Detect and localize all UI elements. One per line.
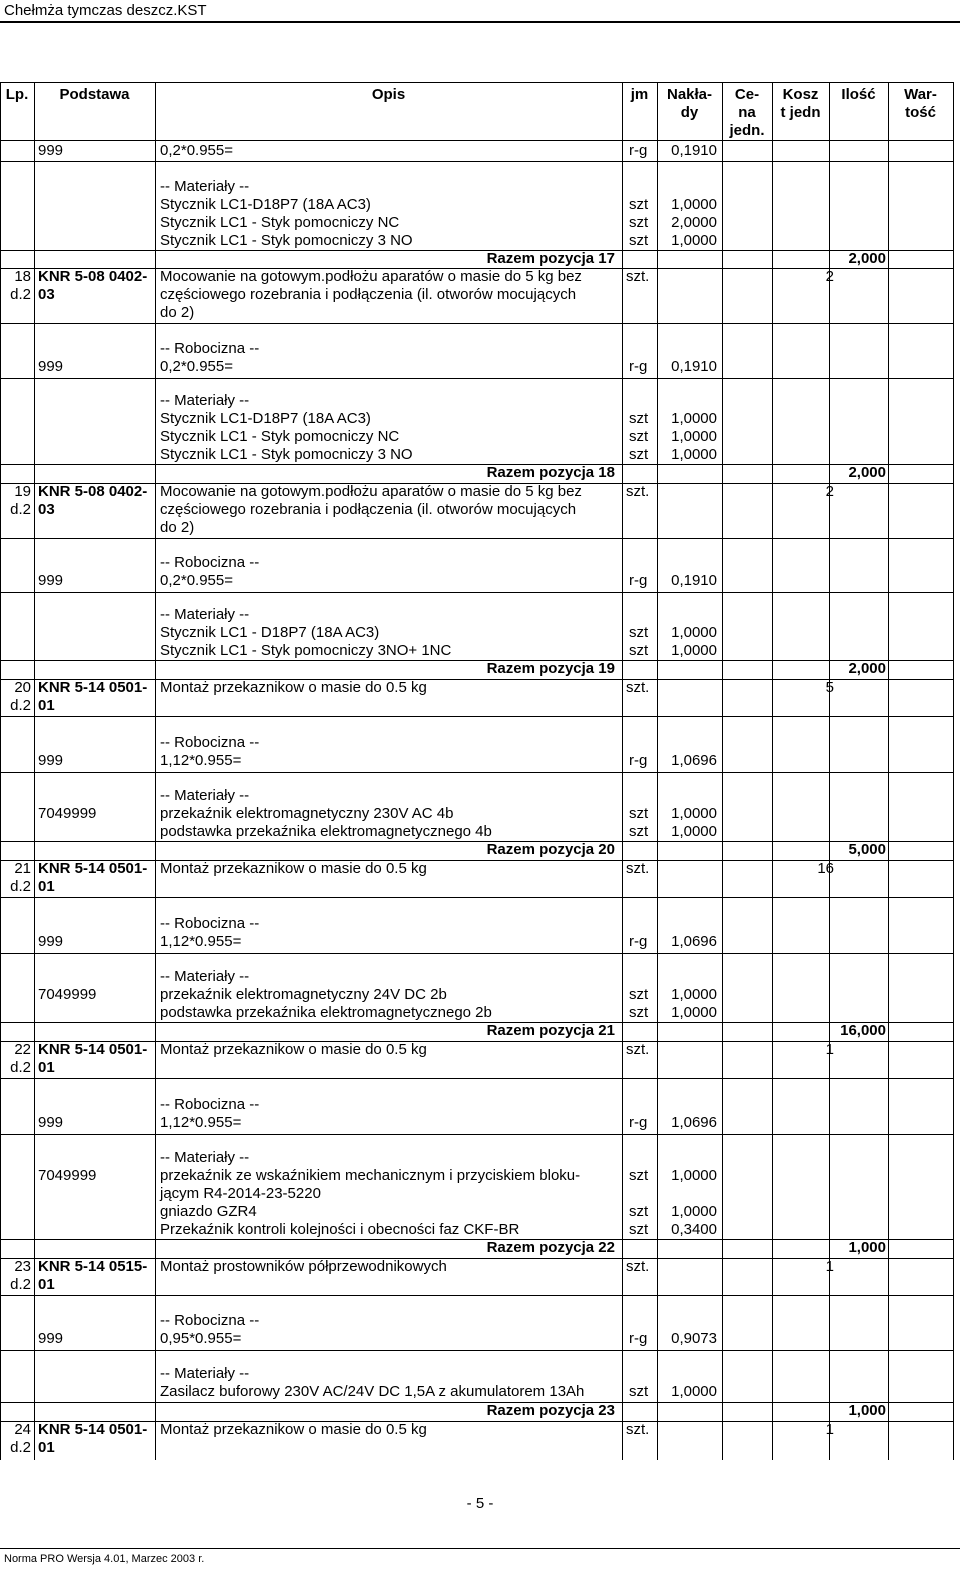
position-total-value: 5,000 (848, 841, 886, 858)
position-amount: 16 (817, 860, 834, 877)
material-qty: 1,0000 (671, 1167, 717, 1184)
material-unit: szt (629, 446, 649, 463)
labour-header: -- Robocizna -- (160, 1096, 260, 1113)
labour-code: 999 (38, 358, 64, 375)
col-header-wartosc: War- tość (904, 86, 937, 121)
row-rule (0, 716, 954, 717)
position-amount: 1 (825, 1041, 834, 1058)
row-rule (0, 592, 954, 593)
col-header-lp: Lp. (5, 86, 29, 103)
position-description: do 2) (160, 519, 195, 536)
position-number: 18 (14, 268, 31, 285)
position-suffix: d.2 (10, 501, 31, 518)
catalog-basis-suffix: 01 (38, 1059, 55, 1076)
col-divider (657, 82, 658, 1460)
header-rule (0, 21, 960, 23)
col-divider (829, 82, 830, 1460)
labour-formula: 0,95*0.955= (160, 1330, 242, 1347)
row-rule (0, 772, 954, 773)
cost-table (0, 82, 960, 1460)
labour-unit: r-g (629, 142, 648, 159)
position-total-label: Razem pozycja 18 (486, 464, 615, 481)
labour-header: -- Robocizna -- (160, 340, 260, 357)
row-rule (0, 660, 954, 661)
position-unit: szt. (626, 1421, 650, 1438)
position-description: Montaż przekaznikow o masie do 0.5 kg (160, 679, 427, 696)
col-divider (0, 82, 1, 1460)
material-unit: szt (629, 410, 649, 427)
labour-header: -- Robocizna -- (160, 734, 260, 751)
position-total-value: 2,000 (848, 660, 886, 677)
col-divider (722, 82, 723, 1460)
catalog-basis-suffix: 01 (38, 878, 55, 895)
material-code: 7049999 (38, 805, 97, 822)
position-unit: szt. (626, 1041, 650, 1058)
position-total-label: Razem pozycja 19 (486, 660, 615, 677)
position-amount: 5 (825, 679, 834, 696)
position-amount: 1 (825, 1258, 834, 1275)
labour-qty: 1,0696 (671, 933, 717, 950)
labour-unit: r-g (629, 1114, 648, 1131)
row-rule (0, 897, 954, 898)
labour-qty: 1,0696 (671, 1114, 717, 1131)
catalog-basis-suffix: 01 (38, 1439, 55, 1456)
row-rule (0, 464, 954, 465)
labour-unit: r-g (629, 933, 648, 950)
material-name: Stycznik LC1-D18P7 (18A AC3) (160, 196, 371, 213)
labour-unit: r-g (629, 752, 648, 769)
position-total-value: 2,000 (848, 250, 886, 267)
row-rule (0, 323, 954, 324)
row-rule (0, 953, 954, 954)
labour-qty: 0,1910 (671, 358, 717, 375)
material-name: Stycznik LC1 - Styk pomocniczy 3NO+ 1NC (160, 642, 452, 659)
labour-formula: 0,2*0.955= (160, 142, 233, 159)
col-header-koszt: Kosz t jedn (780, 86, 821, 121)
material-name: gniazdo GZR4 (160, 1203, 257, 1220)
col-header-podstawa: Podstawa (59, 86, 130, 103)
labour-formula: 1,12*0.955= (160, 752, 242, 769)
material-unit: szt (629, 1203, 649, 1220)
labour-unit: r-g (629, 1330, 648, 1347)
materials-header: -- Materiały -- (160, 1365, 250, 1382)
position-description: Montaż prostowników półprzewodnikowych (160, 1258, 447, 1275)
catalog-basis: KNR 5-08 0402- (38, 483, 148, 500)
labour-code: 999 (38, 142, 64, 159)
document-header: Chełmża tymczas deszcz.KST (4, 2, 207, 19)
position-unit: szt. (626, 1258, 650, 1275)
material-name: podstawka przekaźnika elektromagnetycznego 2b (160, 1004, 492, 1021)
catalog-basis: KNR 5-14 0501- (38, 1041, 148, 1058)
labour-header: -- Robocizna -- (160, 554, 260, 571)
position-description: do 2) (160, 304, 195, 321)
row-rule (0, 1295, 954, 1296)
position-total-value: 1,000 (848, 1239, 886, 1256)
material-name: przekaźnik elektromagnetyczny 230V AC 4b (160, 805, 454, 822)
material-qty: 1,0000 (671, 1004, 717, 1021)
material-unit: szt (629, 196, 649, 213)
material-unit: szt (629, 642, 649, 659)
materials-header: -- Materiały -- (160, 606, 250, 623)
position-suffix: d.2 (10, 1059, 31, 1076)
col-header-opis: Opis (371, 86, 406, 103)
row-rule (0, 538, 954, 539)
material-qty: 1,0000 (671, 446, 717, 463)
col-header-naklady: Nakła- dy (666, 86, 713, 121)
row-rule (0, 1239, 954, 1240)
material-unit: szt (629, 1004, 649, 1021)
labour-qty: 0,1910 (671, 572, 717, 589)
row-rule (0, 161, 954, 162)
labour-qty: 0,1910 (671, 142, 717, 159)
material-qty: 1,0000 (671, 823, 717, 840)
position-unit: szt. (626, 860, 650, 877)
material-qty: 1,0000 (671, 986, 717, 1003)
material-name: Stycznik LC1 - Styk pomocniczy 3 NO (160, 446, 413, 463)
catalog-basis: KNR 5-14 0501- (38, 679, 148, 696)
position-description: częściowego rozebrania i podłączenia (il. otworów mocujących (160, 501, 577, 518)
material-unit: szt (629, 986, 649, 1003)
materials-header: -- Materiały -- (160, 392, 250, 409)
position-number: 23 (14, 1258, 31, 1275)
material-name: Stycznik LC1 - Styk pomocniczy NC (160, 428, 400, 445)
position-total-label: Razem pozycja 21 (486, 1022, 615, 1039)
catalog-basis: KNR 5-14 0501- (38, 1421, 148, 1438)
material-qty: 1,0000 (671, 624, 717, 641)
catalog-basis-suffix: 01 (38, 1276, 55, 1293)
material-unit: szt (629, 805, 649, 822)
col-divider (622, 82, 623, 1460)
materials-header: -- Materiały -- (160, 787, 250, 804)
row-rule (0, 841, 954, 842)
material-name: Zasilacz buforowy 230V AC/24V DC 1,5A z akumulatorem 13Ah (160, 1383, 585, 1400)
row-rule (0, 1134, 954, 1135)
position-unit: szt. (626, 268, 650, 285)
materials-header: -- Materiały -- (160, 178, 250, 195)
position-suffix: d.2 (10, 1439, 31, 1456)
material-unit: szt (629, 1383, 649, 1400)
material-name: przekaźnik elektromagnetyczny 24V DC 2b (160, 986, 447, 1003)
material-name: Stycznik LC1 - Styk pomocniczy NC (160, 214, 400, 231)
position-number: 22 (14, 1041, 31, 1058)
catalog-basis: KNR 5-08 0402- (38, 268, 148, 285)
catalog-basis-suffix: 03 (38, 286, 55, 303)
page-number: - 5 - (466, 1495, 494, 1512)
position-number: 19 (14, 483, 31, 500)
labour-qty: 0,9073 (671, 1330, 717, 1347)
material-name: Stycznik LC1 - D18P7 (18A AC3) (160, 624, 380, 641)
col-header-jm: jm (630, 86, 649, 103)
material-name-continued: jącym R4-2014-23-5220 (160, 1185, 321, 1202)
material-qty: 1,0000 (671, 196, 717, 213)
header-bottom-rule (0, 140, 954, 141)
footer-note: Norma PRO Wersja 4.01, Marzec 2003 r. (4, 1553, 205, 1565)
labour-unit: r-g (629, 358, 648, 375)
position-suffix: d.2 (10, 1276, 31, 1293)
material-unit: szt (629, 232, 649, 249)
material-unit: szt (629, 823, 649, 840)
col-divider (953, 82, 954, 1460)
materials-header: -- Materiały -- (160, 968, 250, 985)
col-divider (772, 82, 773, 1460)
labour-formula: 1,12*0.955= (160, 1114, 242, 1131)
position-total-label: Razem pozycja 22 (486, 1239, 615, 1256)
material-qty: 0,3400 (671, 1221, 717, 1238)
labour-code: 999 (38, 752, 64, 769)
col-divider (34, 82, 35, 1460)
labour-header: -- Robocizna -- (160, 1312, 260, 1329)
material-unit: szt (629, 428, 649, 445)
material-qty: 1,0000 (671, 410, 717, 427)
position-total-value: 1,000 (848, 1402, 886, 1419)
col-header-ilosc: Ilość (841, 86, 876, 103)
position-suffix: d.2 (10, 286, 31, 303)
labour-code: 999 (38, 933, 64, 950)
material-name: Stycznik LC1 - Styk pomocniczy 3 NO (160, 232, 413, 249)
labour-qty: 1,0696 (671, 752, 717, 769)
position-unit: szt. (626, 679, 650, 696)
position-number: 24 (14, 1421, 31, 1438)
material-unit: szt (629, 214, 649, 231)
material-name: przekaźnik ze wskaźnikiem mechanicznym i przyciskiem bloku- (160, 1167, 581, 1184)
position-description: Mocowanie na gotowym.podłożu aparatów o masie do 5 kg bez (160, 483, 582, 500)
material-qty: 1,0000 (671, 232, 717, 249)
labour-formula: 1,12*0.955= (160, 933, 242, 950)
labour-formula: 0,2*0.955= (160, 358, 233, 375)
catalog-basis: KNR 5-14 0501- (38, 860, 148, 877)
position-suffix: d.2 (10, 697, 31, 714)
position-description: Montaż przekaznikow o masie do 0.5 kg (160, 1421, 427, 1438)
catalog-basis-suffix: 03 (38, 501, 55, 518)
position-amount: 2 (825, 483, 834, 500)
position-number: 20 (14, 679, 31, 696)
material-qty: 1,0000 (671, 428, 717, 445)
position-total-label: Razem pozycja 23 (486, 1402, 615, 1419)
position-amount: 1 (825, 1421, 834, 1438)
footer-rule (0, 1548, 960, 1549)
col-divider (155, 82, 156, 1460)
materials-header: -- Materiały -- (160, 1149, 250, 1166)
row-rule (0, 1078, 954, 1079)
catalog-basis: KNR 5-14 0515- (38, 1258, 148, 1275)
position-total-value: 2,000 (848, 464, 886, 481)
material-unit: szt (629, 624, 649, 641)
header-top-rule (0, 82, 954, 83)
position-description: Montaż przekaznikow o masie do 0.5 kg (160, 1041, 427, 1058)
position-description: częściowego rozebrania i podłączenia (il. otworów mocujących (160, 286, 577, 303)
catalog-basis-suffix: 01 (38, 697, 55, 714)
material-qty: 1,0000 (671, 1383, 717, 1400)
labour-code: 999 (38, 1114, 64, 1131)
material-name: Przekaźnik kontroli kolejności i obecności faz CKF-BR (160, 1221, 520, 1238)
position-description: Montaż przekaznikow o masie do 0.5 kg (160, 860, 427, 877)
labour-header: -- Robocizna -- (160, 915, 260, 932)
col-header-cena: Ce- na jedn. (729, 86, 765, 139)
labour-code: 999 (38, 1330, 64, 1347)
row-rule (0, 1402, 954, 1403)
position-description: Mocowanie na gotowym.podłożu aparatów o masie do 5 kg bez (160, 268, 582, 285)
row-rule (0, 1022, 954, 1023)
row-rule (0, 378, 954, 379)
position-number: 21 (14, 860, 31, 877)
position-total-value: 16,000 (840, 1022, 886, 1039)
labour-formula: 0,2*0.955= (160, 572, 233, 589)
material-name: podstawka przekaźnika elektromagnetycznego 4b (160, 823, 492, 840)
material-unit: szt (629, 1221, 649, 1238)
material-unit: szt (629, 1167, 649, 1184)
labour-unit: r-g (629, 572, 648, 589)
row-rule (0, 1350, 954, 1351)
labour-code: 999 (38, 572, 64, 589)
col-divider (888, 82, 889, 1460)
position-unit: szt. (626, 483, 650, 500)
material-code: 7049999 (38, 986, 97, 1003)
material-qty: 2,0000 (671, 214, 717, 231)
material-qty: 1,0000 (671, 805, 717, 822)
material-qty: 1,0000 (671, 642, 717, 659)
material-code: 7049999 (38, 1167, 97, 1184)
position-suffix: d.2 (10, 878, 31, 895)
position-total-label: Razem pozycja 20 (486, 841, 615, 858)
material-qty: 1,0000 (671, 1203, 717, 1220)
position-total-label: Razem pozycja 17 (486, 250, 615, 267)
row-rule (0, 250, 954, 251)
material-name: Stycznik LC1-D18P7 (18A AC3) (160, 410, 371, 427)
position-amount: 2 (825, 268, 834, 285)
